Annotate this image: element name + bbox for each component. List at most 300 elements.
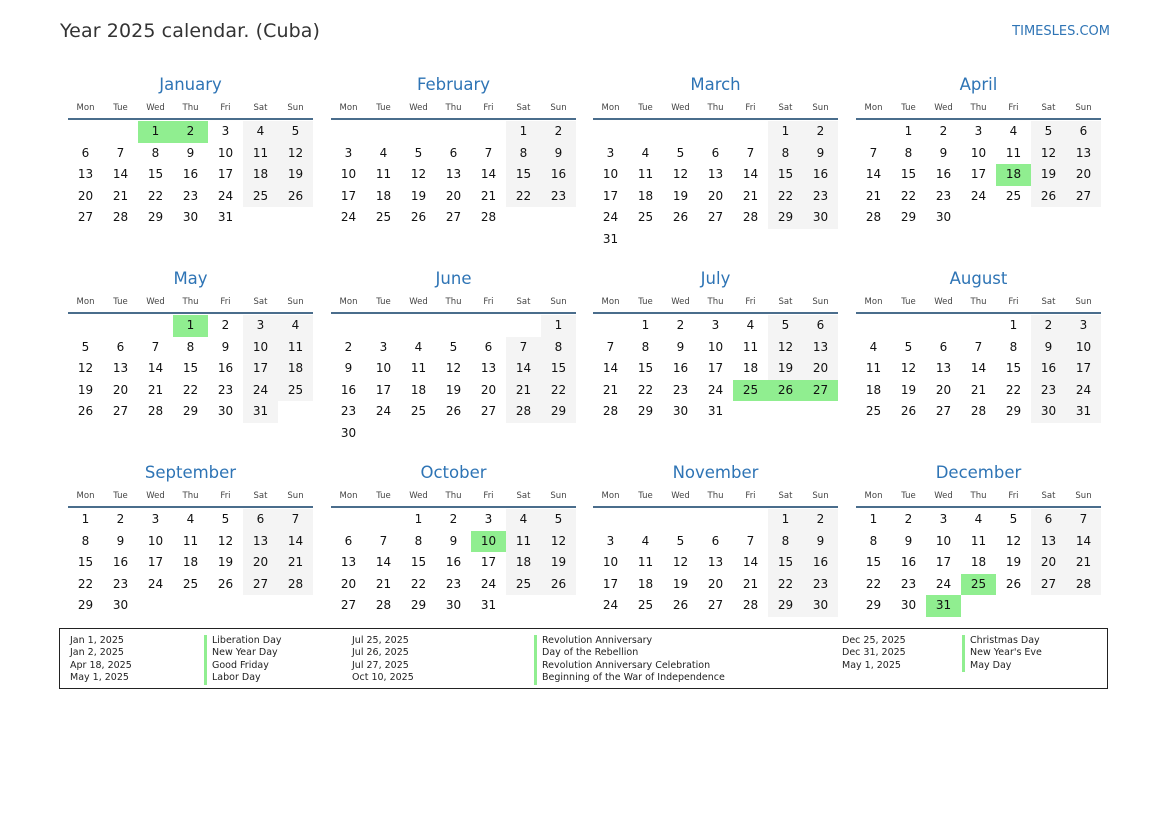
weekend-day-cell: 4: [506, 509, 541, 531]
empty-cell: [856, 315, 891, 337]
weekday-label: Mon: [864, 297, 883, 307]
day-cell: 14: [742, 555, 759, 570]
empty-cell: [926, 315, 961, 337]
holiday-day-cell: 10: [471, 531, 506, 553]
day-cell: 9: [449, 533, 458, 548]
legend-holiday-name: Good Friday: [204, 660, 282, 672]
day-cell: 22: [865, 576, 882, 591]
day-cell: 19: [410, 188, 427, 203]
weekday-label: Fri: [220, 103, 231, 113]
day-cell: 28: [147, 404, 164, 419]
month-name: June: [435, 269, 472, 288]
weekend-day-cell: 22: [541, 380, 576, 402]
weekend-day-cell: 23: [803, 186, 838, 208]
day-cell: 26: [672, 210, 689, 225]
day-cell: 5: [221, 512, 230, 526]
day-cell: 8: [904, 145, 913, 160]
weekday-label: Wed: [409, 103, 428, 113]
weekend-day-cell: 28: [506, 401, 541, 423]
day-cell: 19: [1005, 555, 1022, 570]
weekday-header: [856, 292, 1101, 314]
day-cell: 2: [449, 512, 458, 526]
weekend-day-cell: 6: [1031, 509, 1066, 531]
day-cell: 28: [112, 210, 129, 225]
day-cell: 13: [480, 361, 497, 376]
weekday-label: Sat: [778, 491, 793, 501]
day-cell: 4: [1009, 124, 1018, 138]
day-cell: 17: [217, 167, 234, 182]
day-cell: 16: [182, 167, 199, 182]
day-cell: 11: [865, 361, 882, 376]
weekend-day-cell: 9: [541, 143, 576, 165]
day-cell: 31: [602, 231, 619, 246]
day-cell: 15: [637, 361, 654, 376]
weekend-day-cell: 15: [541, 358, 576, 380]
day-cell: 3: [151, 512, 160, 526]
day-cell: 29: [900, 210, 917, 225]
day-cell: 30: [935, 210, 952, 225]
day-cell: 10: [147, 533, 164, 548]
weekend-day-cell: 13: [1066, 143, 1101, 165]
week-row: [856, 358, 1101, 380]
day-cell: 14: [375, 555, 392, 570]
weekend-day-cell: 18: [243, 164, 278, 186]
week-row: [68, 380, 313, 402]
weekend-day-cell: 1: [768, 121, 803, 143]
week-row: [856, 595, 1101, 617]
weekend-day-cell: 2: [803, 509, 838, 531]
day-cell: 27: [935, 404, 952, 419]
weekend-day-cell: 11: [506, 531, 541, 553]
week-row: [331, 401, 576, 423]
weekend-day-cell: 10: [1066, 337, 1101, 359]
day-cell: 9: [904, 533, 913, 548]
weekday-label: Sat: [516, 103, 531, 113]
day-cell: 4: [746, 318, 755, 332]
weekday-label: Mon: [864, 103, 883, 113]
week-row: [593, 337, 838, 359]
empty-cell: [331, 315, 366, 337]
legend-holiday-name: Christmas Day: [962, 635, 1042, 647]
day-cell: 22: [182, 382, 199, 397]
day-cell: 8: [81, 533, 90, 548]
weekday-header: [593, 292, 838, 314]
empty-cell: [803, 229, 838, 251]
weekend-day-cell: 22: [506, 186, 541, 208]
day-cell: 6: [939, 339, 948, 354]
empty-cell: [996, 595, 1031, 617]
weekend-day-cell: 3: [1066, 315, 1101, 337]
day-cell: 16: [340, 382, 357, 397]
empty-cell: [698, 121, 733, 143]
holiday-legend: [59, 628, 1108, 689]
week-row: [331, 207, 576, 229]
day-cell: 25: [182, 576, 199, 591]
day-cell: 8: [869, 533, 878, 548]
day-cell: 22: [410, 576, 427, 591]
weekend-day-cell: 11: [278, 337, 313, 359]
day-cell: 7: [151, 339, 160, 354]
weekend-day-cell: 12: [768, 337, 803, 359]
day-cell: 2: [939, 124, 948, 138]
weekday-label: Fri: [745, 297, 756, 307]
empty-cell: [471, 315, 506, 337]
weekend-day-cell: 1: [768, 509, 803, 531]
day-cell: 31: [217, 210, 234, 225]
weekday-label: Tue: [113, 297, 128, 307]
empty-cell: [506, 595, 541, 617]
day-cell: 21: [112, 188, 129, 203]
week-row: [593, 595, 838, 617]
day-cell: 3: [711, 318, 720, 332]
weekend-day-cell: 19: [1031, 164, 1066, 186]
day-cell: 11: [637, 555, 654, 570]
weekend-day-cell: 16: [803, 164, 838, 186]
day-cell: 24: [970, 188, 987, 203]
month-name: October: [420, 463, 487, 482]
week-row: [331, 552, 576, 574]
legend-date: Jan 1, 2025: [70, 635, 124, 646]
weekday-label: Mon: [76, 491, 95, 501]
day-cell: 8: [1009, 339, 1018, 354]
weekend-day-cell: 7: [278, 509, 313, 531]
month-october: [331, 462, 576, 617]
empty-cell: [243, 595, 278, 617]
weekend-day-cell: 12: [1031, 143, 1066, 165]
legend-dates-column: [70, 635, 132, 685]
day-cell: 28: [742, 210, 759, 225]
day-cell: 7: [379, 533, 388, 548]
day-cell: 5: [449, 339, 458, 354]
day-cell: 27: [707, 598, 724, 613]
empty-cell: [331, 509, 366, 531]
day-cell: 27: [445, 210, 462, 225]
day-cell: 12: [410, 167, 427, 182]
day-cell: 2: [344, 339, 353, 354]
empty-cell: [366, 121, 401, 143]
day-cell: 28: [970, 404, 987, 419]
week-row: [593, 207, 838, 229]
empty-cell: [1031, 595, 1066, 617]
weekday-label: Sat: [516, 297, 531, 307]
day-cell: 12: [900, 361, 917, 376]
week-row: [331, 380, 576, 402]
day-cell: 16: [445, 555, 462, 570]
weekend-day-cell: 24: [243, 380, 278, 402]
weekday-label: Sun: [287, 491, 304, 501]
day-cell: 10: [707, 339, 724, 354]
weekend-day-cell: 26: [278, 186, 313, 208]
weekend-day-cell: 30: [803, 207, 838, 229]
month-name: August: [949, 269, 1008, 288]
week-row: [331, 315, 576, 337]
week-row: [68, 121, 313, 143]
week-row: [331, 531, 576, 553]
empty-cell: [506, 207, 541, 229]
weekend-day-cell: 7: [1066, 509, 1101, 531]
day-cell: 7: [746, 145, 755, 160]
holiday-day-cell: 26: [768, 380, 803, 402]
day-cell: 19: [672, 576, 689, 591]
day-cell: 19: [77, 382, 94, 397]
empty-cell: [278, 401, 313, 423]
weekday-label: Mon: [864, 491, 883, 501]
empty-cell: [138, 595, 173, 617]
day-cell: 28: [602, 404, 619, 419]
empty-cell: [733, 401, 768, 423]
weekend-day-cell: 20: [243, 552, 278, 574]
empty-cell: [856, 121, 891, 143]
weekend-day-cell: 8: [541, 337, 576, 359]
week-row: [856, 401, 1101, 423]
day-cell: 10: [375, 361, 392, 376]
day-cell: 2: [676, 318, 685, 332]
weekend-day-cell: 16: [541, 164, 576, 186]
weekday-header: [68, 486, 313, 508]
day-cell: 19: [445, 382, 462, 397]
weekday-label: Tue: [638, 491, 653, 501]
weekend-day-cell: 31: [1066, 401, 1101, 423]
weekend-day-cell: 19: [541, 552, 576, 574]
empty-cell: [1066, 595, 1101, 617]
day-cell: 11: [1005, 145, 1022, 160]
weekend-day-cell: 12: [278, 143, 313, 165]
week-row: [68, 186, 313, 208]
day-cell: 7: [869, 145, 878, 160]
week-row: [68, 358, 313, 380]
weekday-label: Fri: [220, 491, 231, 501]
week-row: [331, 358, 576, 380]
weekday-label: Fri: [483, 491, 494, 501]
legend-date: Jul 25, 2025: [352, 635, 409, 646]
week-row: [68, 401, 313, 423]
day-cell: 27: [340, 598, 357, 613]
weekday-label: Wed: [934, 103, 953, 113]
weekday-label: Mon: [339, 297, 358, 307]
day-cell: 17: [935, 555, 952, 570]
month-july: [593, 268, 838, 423]
weekday-label: Fri: [220, 297, 231, 307]
legend-date: Apr 18, 2025: [70, 659, 132, 671]
empty-cell: [506, 315, 541, 337]
day-cell: 15: [900, 167, 917, 182]
weekday-label: Thu: [970, 297, 987, 307]
site-link[interactable]: TIMESLES.COM: [1012, 24, 1110, 39]
empty-cell: [891, 315, 926, 337]
holiday-day-cell: 25: [961, 574, 996, 596]
day-cell: 30: [445, 598, 462, 613]
week-row: [856, 574, 1101, 596]
weekday-label: Tue: [901, 103, 916, 113]
weekday-label: Sat: [516, 491, 531, 501]
weekend-day-cell: 17: [243, 358, 278, 380]
day-cell: 12: [672, 555, 689, 570]
weekday-label: Sat: [1041, 491, 1056, 501]
weekday-label: Tue: [376, 297, 391, 307]
day-cell: 18: [742, 361, 759, 376]
legend-holiday-name: Beginning of the War of Independence: [534, 672, 725, 684]
weekend-day-cell: 23: [1031, 380, 1066, 402]
day-cell: 22: [1005, 382, 1022, 397]
weekend-day-cell: 2: [541, 121, 576, 143]
week-row: [856, 143, 1101, 165]
week-row: [331, 595, 576, 617]
day-cell: 7: [606, 339, 615, 354]
month-september: [68, 462, 313, 617]
day-cell: 7: [116, 145, 125, 160]
month-april: [856, 74, 1101, 229]
day-cell: 10: [970, 145, 987, 160]
day-cell: 24: [602, 210, 619, 225]
weekend-day-cell: 16: [1031, 358, 1066, 380]
day-cell: 16: [900, 555, 917, 570]
weekday-label: Sat: [253, 491, 268, 501]
legend-date: Jul 27, 2025: [352, 659, 409, 671]
day-cell: 11: [375, 167, 392, 182]
day-cell: 9: [939, 145, 948, 160]
weekend-day-cell: 5: [768, 315, 803, 337]
day-cell: 18: [637, 188, 654, 203]
empty-cell: [1031, 207, 1066, 229]
empty-cell: [996, 207, 1031, 229]
week-row: [68, 164, 313, 186]
weekend-day-cell: 19: [278, 164, 313, 186]
weekend-day-cell: 23: [541, 186, 576, 208]
weekday-header: [68, 98, 313, 120]
day-cell: 15: [147, 167, 164, 182]
month-name: May: [173, 269, 208, 288]
weekday-label: Wed: [671, 491, 690, 501]
weekend-day-cell: 22: [768, 574, 803, 596]
weekday-label: Fri: [1008, 491, 1019, 501]
day-cell: 30: [182, 210, 199, 225]
week-row: [68, 337, 313, 359]
day-cell: 30: [112, 598, 129, 613]
legend-holiday-name: Revolution Anniversary Celebration: [534, 660, 725, 672]
day-cell: 17: [602, 576, 619, 591]
day-cell: 18: [182, 555, 199, 570]
day-cell: 24: [375, 404, 392, 419]
day-cell: 2: [221, 318, 230, 332]
empty-cell: [663, 121, 698, 143]
day-cell: 26: [77, 404, 94, 419]
weekday-label: Mon: [601, 103, 620, 113]
day-cell: 9: [186, 145, 195, 160]
day-cell: 23: [445, 576, 462, 591]
day-cell: 16: [935, 167, 952, 182]
day-cell: 9: [344, 361, 353, 376]
day-cell: 1: [81, 512, 90, 526]
weekday-header: [856, 486, 1101, 508]
week-row: [68, 509, 313, 531]
day-cell: 4: [186, 512, 195, 526]
empty-cell: [68, 121, 103, 143]
week-row: [593, 574, 838, 596]
day-cell: 8: [641, 339, 650, 354]
day-cell: 29: [865, 598, 882, 613]
weekend-day-cell: 4: [278, 315, 313, 337]
day-cell: 29: [147, 210, 164, 225]
empty-cell: [698, 509, 733, 531]
holiday-day-cell: 27: [803, 380, 838, 402]
day-cell: 22: [77, 576, 94, 591]
day-cell: 25: [375, 210, 392, 225]
day-cell: 29: [77, 598, 94, 613]
week-row: [331, 509, 576, 531]
weekend-day-cell: 8: [768, 531, 803, 553]
day-cell: 21: [742, 188, 759, 203]
day-cell: 3: [939, 512, 948, 526]
weekend-day-cell: 27: [1031, 574, 1066, 596]
weekday-label: Wed: [671, 297, 690, 307]
weekend-day-cell: 26: [541, 574, 576, 596]
month-name: February: [416, 75, 491, 94]
weekend-day-cell: 15: [768, 164, 803, 186]
day-cell: 5: [81, 339, 90, 354]
week-row: [331, 186, 576, 208]
day-cell: 8: [151, 145, 160, 160]
week-row: [856, 509, 1101, 531]
day-cell: 3: [379, 339, 388, 354]
week-row: [593, 143, 838, 165]
weekday-label: Sun: [1075, 491, 1092, 501]
weekend-day-cell: 28: [1066, 574, 1101, 596]
weekend-day-cell: 5: [541, 509, 576, 531]
day-cell: 23: [112, 576, 129, 591]
empty-cell: [243, 207, 278, 229]
empty-cell: [436, 423, 471, 445]
day-cell: 1: [904, 124, 913, 138]
weekend-day-cell: 20: [803, 358, 838, 380]
weekday-label: Thu: [970, 103, 987, 113]
weekday-label: Wed: [409, 491, 428, 501]
week-row: [593, 315, 838, 337]
day-cell: 18: [865, 382, 882, 397]
day-cell: 16: [217, 361, 234, 376]
month-name: December: [935, 463, 1022, 482]
day-cell: 25: [637, 210, 654, 225]
weekday-label: Sun: [812, 491, 829, 501]
weekend-day-cell: 28: [278, 574, 313, 596]
empty-cell: [663, 509, 698, 531]
day-cell: 20: [340, 576, 357, 591]
empty-cell: [541, 207, 576, 229]
day-cell: 20: [77, 188, 94, 203]
weekend-day-cell: 13: [803, 337, 838, 359]
weekend-day-cell: 9: [803, 531, 838, 553]
weekend-day-cell: 13: [243, 531, 278, 553]
week-row: [593, 164, 838, 186]
week-row: [593, 509, 838, 531]
empty-cell: [471, 423, 506, 445]
weekend-day-cell: 2: [803, 121, 838, 143]
weekday-label: Thu: [707, 103, 724, 113]
weekday-label: Mon: [76, 103, 95, 113]
week-row: [593, 358, 838, 380]
weekday-label: Wed: [409, 297, 428, 307]
day-cell: 26: [410, 210, 427, 225]
weekday-label: Sat: [1041, 103, 1056, 113]
empty-cell: [733, 509, 768, 531]
day-cell: 13: [112, 361, 129, 376]
day-cell: 23: [217, 382, 234, 397]
empty-cell: [803, 401, 838, 423]
day-cell: 10: [602, 167, 619, 182]
empty-cell: [401, 423, 436, 445]
day-cell: 11: [970, 533, 987, 548]
weekday-label: Wed: [934, 491, 953, 501]
day-cell: 17: [480, 555, 497, 570]
